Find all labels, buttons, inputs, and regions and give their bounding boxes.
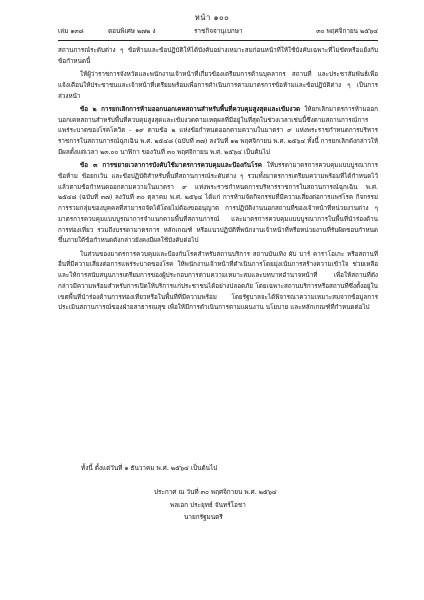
page-number: หน้า ๑๐๐ bbox=[194, 13, 230, 22]
signatory-title: นายกรัฐมนตรี bbox=[184, 513, 223, 521]
announcement-date: ประกาศ ณ วันที่ ๓๐ พฤศจิกายน พ.ศ. ๒๕๖๔ bbox=[154, 488, 277, 496]
header-date: ๓๐ พฤศจิกายน ๒๕๖๔ bbox=[316, 27, 378, 35]
clause-3 bbox=[58, 161, 378, 247]
clause-2 bbox=[58, 105, 378, 159]
running-header bbox=[58, 26, 378, 37]
header-section: ตอนพิเศษ ๒๗๒ ง bbox=[108, 27, 156, 35]
header-volume: เล่ม ๑๓๘ bbox=[58, 27, 84, 35]
clause-3-heading: ข้อ ๓ การขยายเวลาการบังคับใช้มาตรการควบคุมและป้องกันโรค bbox=[80, 162, 263, 169]
signature-block bbox=[154, 486, 354, 524]
effective-date-line: ทั้งนี้ ตั้งแต่วันที่ ๑ ธันวาคม พ.ศ. ๒๕๖๔ เป็นต้นไป bbox=[81, 464, 218, 472]
body-paragraph-preparation: ให้ผู้ว่าราชการจังหวัดและพนักงานเจ้าหน้าที่เกี่ยวข้องเตรียมการด้านบุคลากร สถานที่ และประชาสัมพันธ์เพื่อแจ้งเตือนให้ประชาชนและเจ้าหน้าที่เตรียมพร้อมเพื่อการดำเนินการตามมาตรการข้อห้ามและข้อปฏิบัติต่าง ๆ เป็นการล่วงหน้า bbox=[58, 71, 378, 100]
body-paragraph-venues: ในส่วนของมาตรการควบคุมและป้องกันโรคสำหรับสถานบริการ สถานบันเทิง ผับ บาร์ คาราโอเกะ หรือสถานที่อื่นที่มีความเสี่ยงต่อการแพร่ระบาดของโรค ให้พนักงานเจ้าหน้าที่ดำเนินการโดยมุ่งเน้นการสร้างความเข้าใจ ช่วยเหลือและให้การสนับสนุนการเตรียมการของผู้ประกอบการตามความเหมาะสมและบทบาทอำนาจหน้าที่ เพื่อให้สถานที่ดังกล่าวมีความพร้อมสำหรับการเปิดให้บริการแก่ประชาชนได้อย่างปลอดภัย โดยเฉพาะสถานบริการหรือสถานที่ซึ่งตั้งอยู่ในเขตพื้นที่นำร่องด้านการท่องเที่ยวหรือในพื้นที่ที่มีความพร้อม โดยรัฐบาลจะได้พิจารณาความเหมาะสมจากข้อมูลการประเมินสถานการณ์ของฝ่ายสาธารณสุข เพื่อให้มีการดำเนินการตามแผนงาน นโยบาย และหลักเกณฑ์ที่กำหนดต่อไป bbox=[58, 250, 378, 312]
clause-2-heading: ข้อ ๒ การยกเลิกการห้ามออกนอกเคหสถานสำหรับพื้นที่ควบคุมสูงสุดและเข้มงวด bbox=[80, 105, 301, 113]
signatory-name: พลเอก ประยุทธ์ จันทร์โอชา bbox=[170, 500, 246, 509]
clause-3-text: ให้บรรดามาตรการควบคุมแบบบูรณาการ ข้อห้าม ข้อยกเว้น และข้อปฏิบัติสำหรับพื้นที่สถานการณ์ระดับต่าง ๆ รวมทั้งมาตรการเตรียมความพร้อมที่ได้กำหนดไว้แล้วตามข้อกำหนดออกตามความในมาตรา ๙ แห่งพระราชกำหนดการบริหารราชการในสถานการณ์ฉุกเฉิน พ.ศ. ๒๕๔๘ (ฉบับที่ ๓๗) ลงวันที่ ๓๐ ตุลาคม พ.ศ. ๒๕๖๔ ได้แก่ การห้ามจัดกิจกรรมที่มีความเสี่ยงต่อการแพร่โรค กิจกรรมการรวมกลุ่มของบุคคลที่สามารถจัดได้โดยไม่ต้องขออนุญาต การปฏิบัติงานนอกสถานที่ของเจ้าหน้าที่หน่วยงานต่าง ๆ มาตรการควบคุมแบบบูรณาการจำแนกตามพื้นที่สถานการณ์ และมาตรการควบคุมแบบบูรณาการในพื้นที่นำร่องด้านการท่องเที่ยว รวมถึงบรรดามาตรการ หลักเกณฑ์ หรือแนวปฏิบัติที่พนักงานเจ้าหน้าที่หรือหน่วยงานที่รับผิดชอบกำหนดขึ้นภายใต้ข้อกำหนดดังกล่าวยังคงมีผลใช้บังคับต่อไป bbox=[58, 162, 378, 245]
clause-2-text: ให้ยกเลิกมาตรการห้ามออกนอกเคหสถานสำหรับพื้นที่ควบคุมสูงสุดและเข้มงวดตามเหตุผลที่มีอยู่ในที่สุดในช่วงเวลาเช่นนี้ซึ่งตามสถานการณ์การแพร่ระบาดของโรคโควิด - ๑๙ ตามข้อ ๒ แห่งข้อกำหนดออกตามความในมาตรา ๙ แห่งพระราชกำหนดการบริหารราชการในสถานการณ์ฉุกเฉิน พ.ศ. ๒๕๔๘ (ฉบับที่ ๓๗) ลงวันที่ ๑๒ พฤศจิกายน พ.ศ. ๒๕๖๔ ทั้งนี้ การยกเลิกดังกล่าวให้มีผลตั้งแต่เวลา ๒๓.๐๐ นาฬิกา ของวันที่ ๓๐ พฤศจิกายน พ.ศ. ๒๕๖๔ เป็นต้นไป bbox=[58, 105, 378, 156]
header-divider bbox=[58, 40, 378, 41]
document-body bbox=[58, 46, 378, 317]
header-gazette-title: ราชกิจจานุเบกษา bbox=[194, 27, 243, 35]
body-paragraph-continuation: สถานการณ์ระดับต่าง ๆ ข้อห้ามและข้อปฏิบัติให้ได้บังคับอย่างเหมาะสมก่อนหน้าที่ให้ใช้บังคับเฉพาะที่ไม่ขัดหรือแย้งกับข้อกำหนดนี้ bbox=[58, 47, 378, 65]
